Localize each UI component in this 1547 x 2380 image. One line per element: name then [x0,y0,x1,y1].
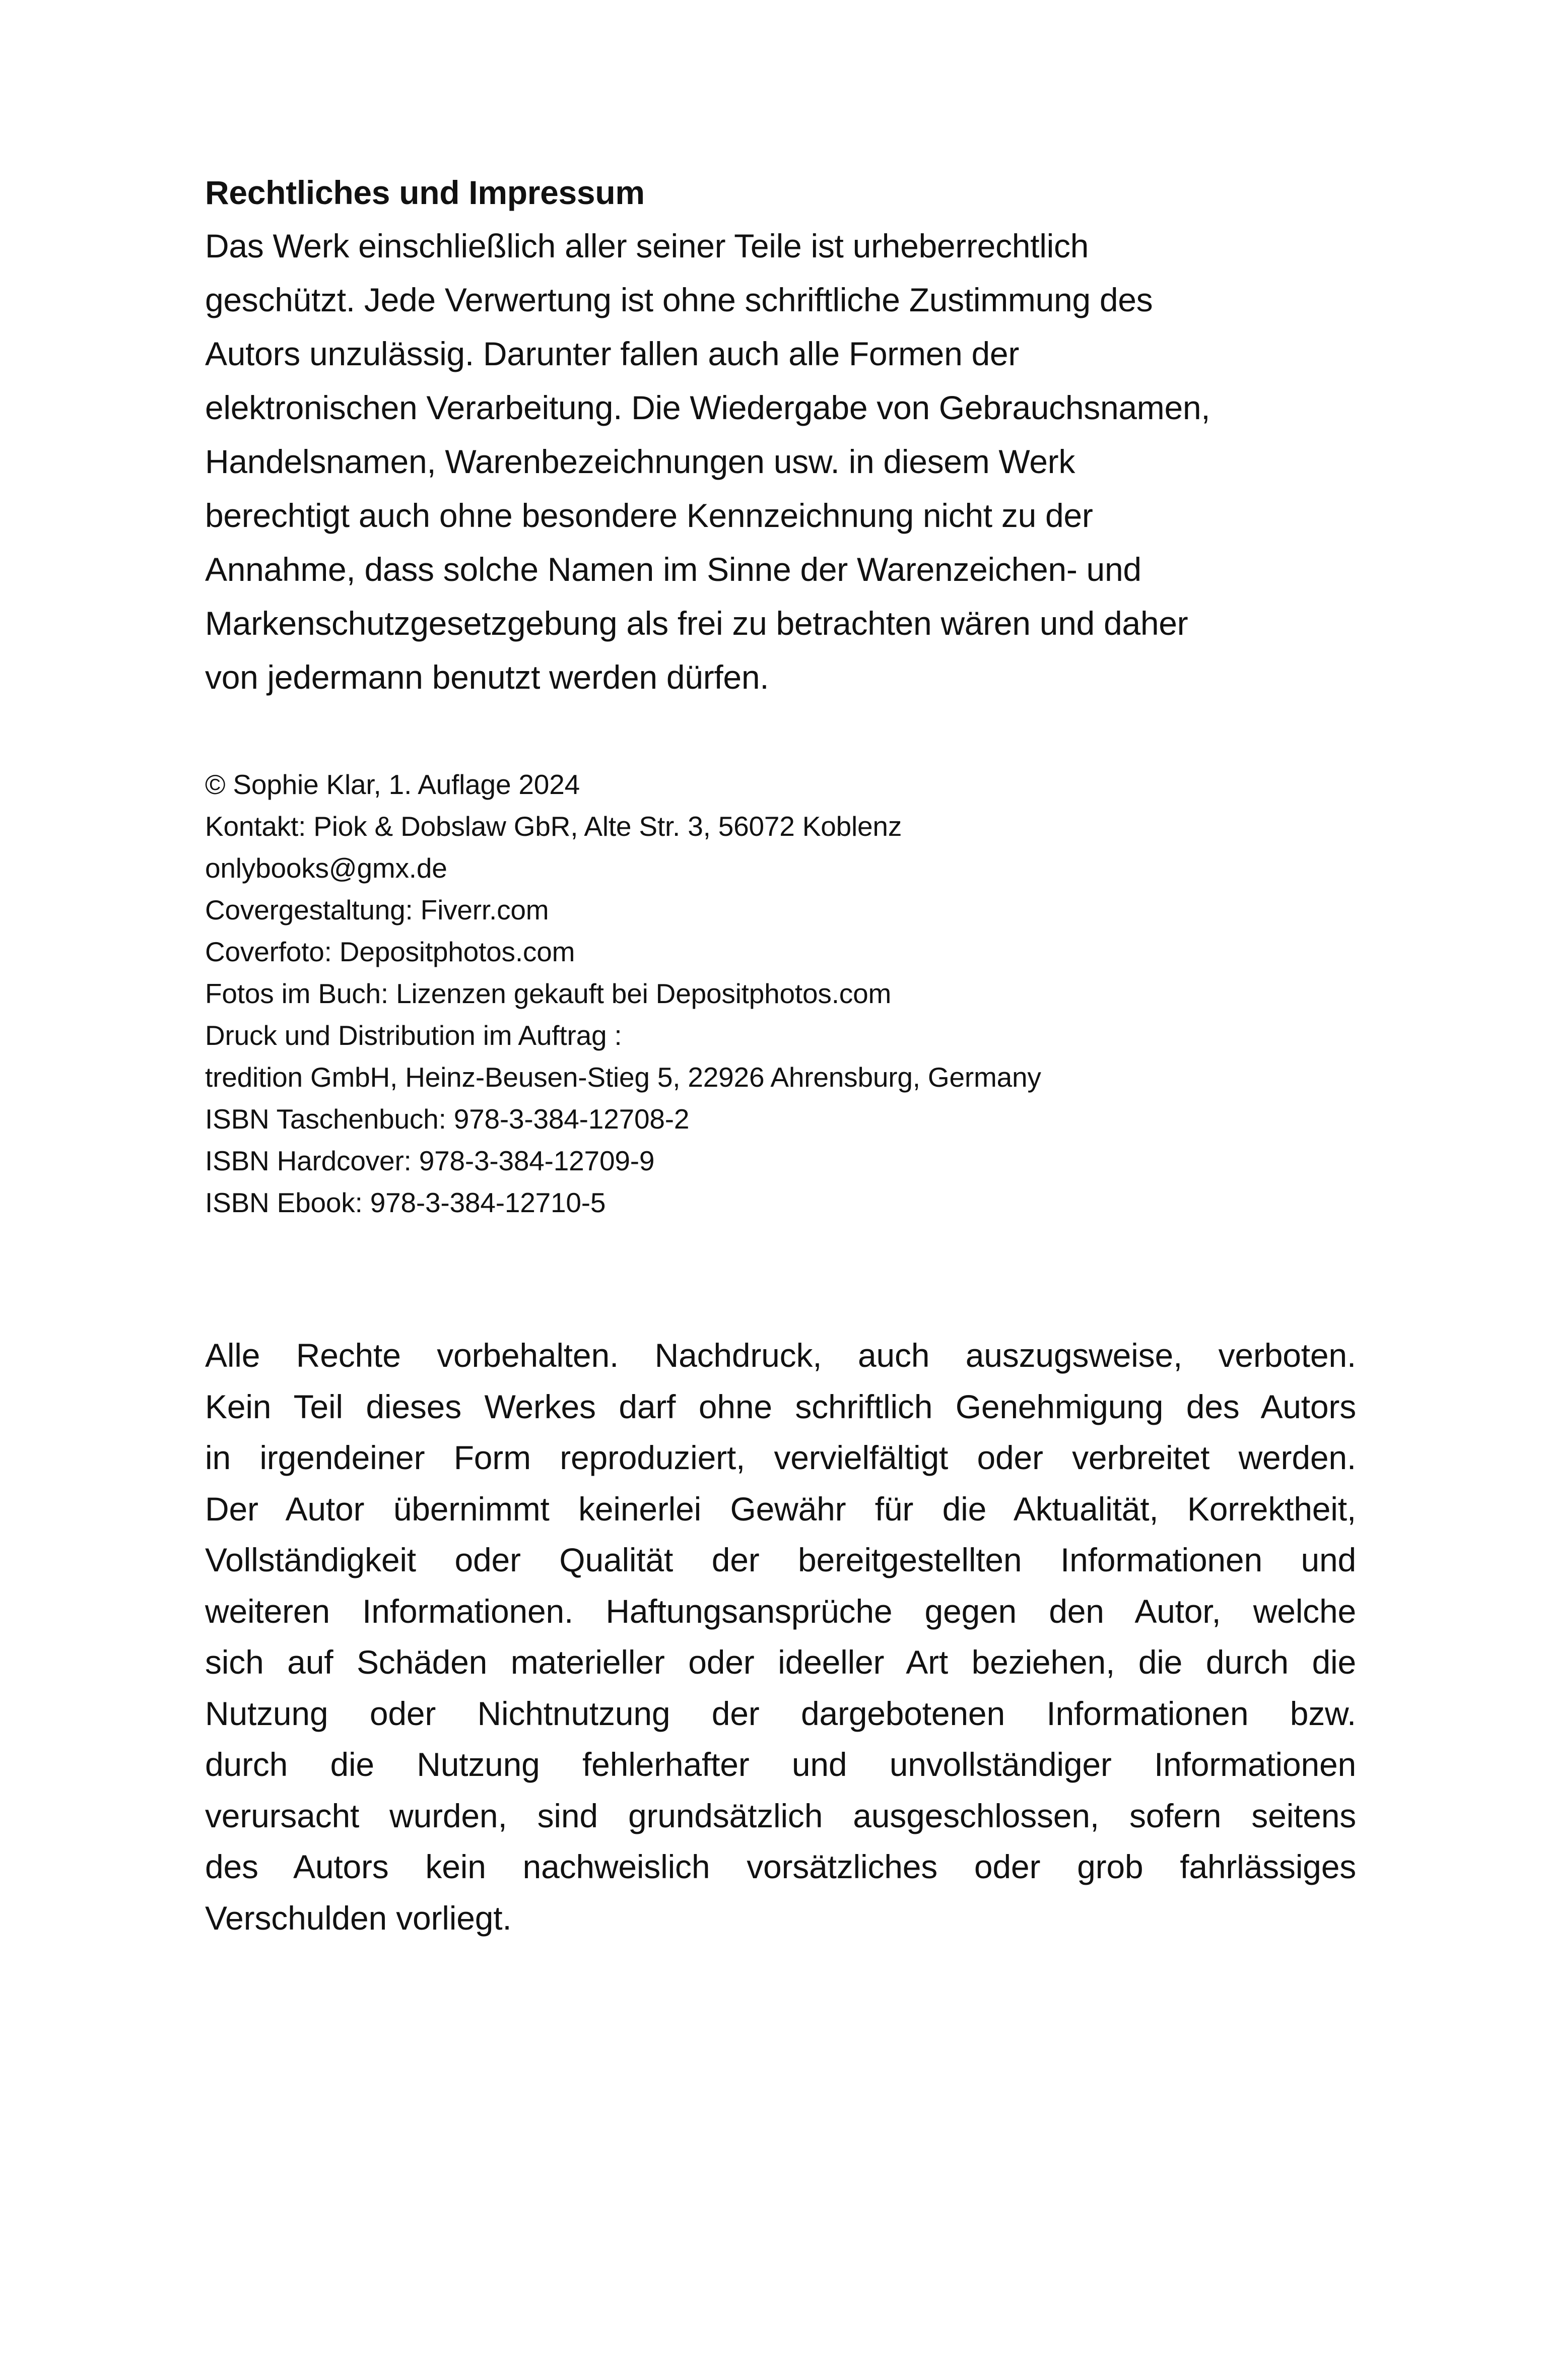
paragraph-line: elektronischen Verarbeitung. Die Wiedergabe von Gebrauchsnamen, [205,389,1210,426]
isbn-hardcover-line: ISBN Hardcover: 978-3-384-12709-9 [205,1145,655,1176]
book-photos-line: Fotos im Buch: Lizenzen gekauft bei Depositphotos.com [205,978,892,1009]
paragraph-line: sich auf Schäden materieller oder ideeller Art beziehen, die durch die [205,1643,1356,1681]
paragraph-line: durch die Nutzung fehlerhafter und unvollständiger Informationen [205,1746,1356,1783]
paragraph-line: Verschulden vorliegt. [205,1899,512,1937]
printing-line: Druck und Distribution im Auftrag : [205,1020,622,1051]
rights-paragraph [205,1330,1356,1944]
paragraph-line: verursacht wurden, sind grundsätzlich ausgeschlossen, sofern seitens [205,1797,1356,1834]
email-line: onlybooks@gmx.de [205,852,447,884]
isbn-ebook-line: ISBN Ebook: 978-3-384-12710-5 [205,1187,606,1218]
copyright-paragraph [205,219,1356,704]
paragraph-line: Vollständigkeit oder Qualität der bereitgestellten Informationen und [205,1541,1356,1578]
isbn-paperback-line: ISBN Taschenbuch: 978-3-384-12708-2 [205,1103,690,1135]
paragraph-line: berechtigt auch ohne besondere Kennzeichnung nicht zu der [205,497,1093,534]
paragraph-line: in irgendeiner Form reproduziert, vervielfältigt oder verbreitet werden. [205,1439,1356,1476]
cover-design-line: Covergestaltung: Fiverr.com [205,894,549,925]
copyright-line: © Sophie Klar, 1. Auflage 2024 [205,769,580,800]
paragraph-line: Markenschutzgesetzgebung als frei zu betrachten wären und daher [205,605,1188,642]
paragraph-line: Nutzung oder Nichtnutzung der dargebotenen Informationen bzw. [205,1694,1356,1732]
paragraph-line: Handelsnamen, Warenbezeichnungen usw. in diesem Werk [205,443,1075,480]
paragraph-line: Das Werk einschließlich aller seiner Teile ist urheberrechtlich [205,227,1089,265]
page-title: Rechtliches und Impressum [205,174,645,211]
paragraph-line: Annahme, dass solche Namen im Sinne der Warenzeichen- und [205,551,1141,588]
contact-line: Kontakt: Piok & Dobslaw GbR, Alte Str. 3, 56072 Koblenz [205,811,902,842]
paragraph-line: geschützt. Jede Verwertung ist ohne schriftliche Zustimmung des [205,281,1153,318]
distributor-line: tredition GmbH, Heinz-Beusen-Stieg 5, 22926 Ahrensburg, Germany [205,1062,1041,1093]
paragraph-line: weiteren Informationen. Haftungsansprüche gegen den Autor, welche [205,1592,1356,1630]
cover-photo-line: Coverfoto: Depositphotos.com [205,936,575,967]
paragraph-line: Der Autor übernimmt keinerlei Gewähr für die Aktualität, Korrektheit, [205,1490,1356,1528]
paragraph-line: von jedermann benutzt werden dürfen. [205,658,769,696]
paragraph-line: des Autors kein nachweislich vorsätzliches oder grob fahrlässiges [205,1848,1356,1885]
page-content [205,166,1356,1944]
paragraph-line: Alle Rechte vorbehalten. Nachdruck, auch auszugsweise, verboten. [205,1337,1356,1374]
paragraph-line: Kein Teil dieses Werkes darf ohne schriftlich Genehmigung des Autors [205,1387,1356,1425]
imprint-block [205,764,1356,1224]
paragraph-line: Autors unzulässig. Darunter fallen auch alle Formen der [205,335,1020,372]
